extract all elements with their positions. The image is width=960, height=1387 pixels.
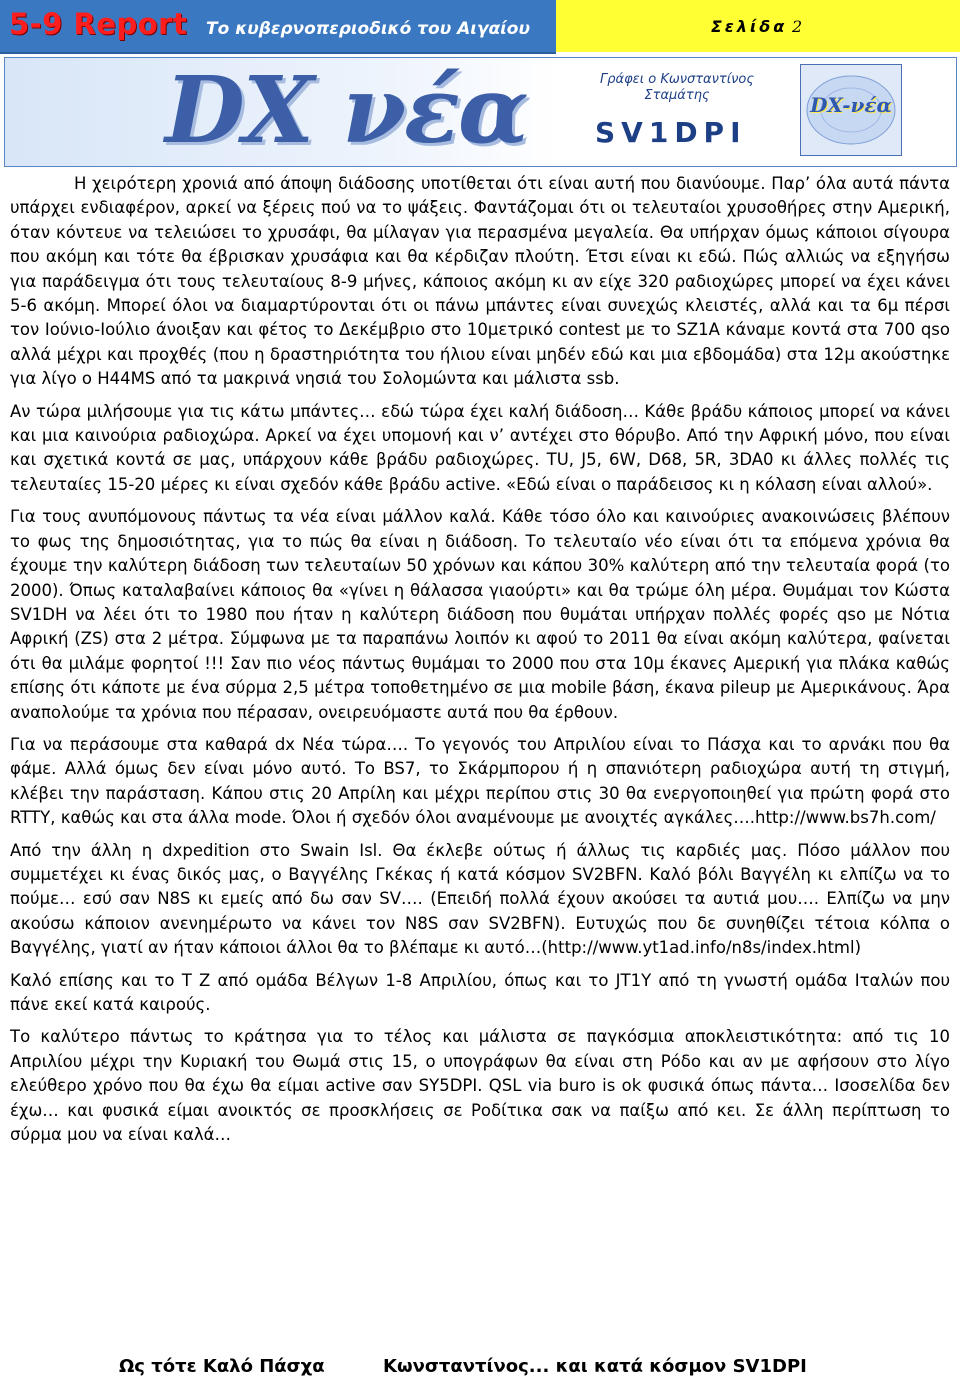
- header-page-box: [556, 0, 960, 52]
- report-title: 5-9 Report: [9, 7, 188, 41]
- report-subtitle: Το κυβερνοπεριοδικό του Αιγαίου: [206, 19, 530, 39]
- footer-signature: Κωνσταντίνος... και κατά κόσμον SV1DPI: [383, 1356, 807, 1377]
- header-title-bar: [0, 0, 556, 54]
- author-callsign: SV1DPI: [595, 116, 747, 149]
- page-header: [0, 0, 960, 52]
- article-paragraph: Το καλύτερο πάντως το κράτησα για το τέλος και μάλιστα σε παγκόσμια αποκλειστικότητα: από τις 10 Απριλίου μέχρι την Κυριακή του Θωμά στις 15, ο υπογράφων θα είναι στη Ρόδο και αν με αφήσουν στο λίγο ελεύθερο χρόνο που θα έχω θα είμαι active σαν SY5DPI. QSL via buro is ok φυσικά όπως πάντα… Ισοσελίδα δεν έχω… και φυσικά είμαι ανοικτός σε προσκλήσεις σε Ροδίτικα σακ να παίξω από κει. Σε άλλη περίπτωση το σύρμα μου να είναι καλά…: [10, 1027, 950, 1145]
- dx-nea-logo: DX νέα: [165, 57, 527, 164]
- article-paragraph: Αν τώρα μιλήσουμε για τις κάτω μπάντες… εδώ τώρα έχει καλή διάδοση… Κάθε βράδυ κάποιος μπορεί να κάνει και μια καινούρια ραδιοχώρα. Αρκεί να έχει υπομονή και ν’ αντέχει στο θόρυβο. Από την Αφρική μόνο, που είναι και σχετικά κοντά σε μας, υπάρχουν κάθε βράδυ ραδιοχώρες. TU, J5, 6W, D68, 5R, 3DA0 κι άλλες πολλές τις τελευταίες 15-20 μέρες κι είναι σχεδόν κάθε βράδυ active. «Εδώ είναι ο παράδεισος κι η κόλαση είναι αλλού».: [10, 401, 950, 494]
- author-byline: [587, 72, 767, 104]
- article-paragraph: Για τους ανυπόμονους πάντως τα νέα είναι μάλλον καλά. Κάθε τόσο όλο και καινούριες ανακοινώσεις βλέπουν το φως της δημοσιότητας, για το πώς θα είναι η διάδοση. Το τελευταίο νέο είναι ότι τα επόμενα χρόνια θα έχουμε την καλύτερη διάδοση των τελευταίων 50 χρόνων και κάπου 30% καλύτερη από την τελευταία φορά (το 2000). Όπως καταλαβαίνει κάποιος θα «γίνει η θάλασσα γιαούρτι» και θα τρώμε όλη μέρα. Θυμάμαι τον Κώστα SV1DH να λέει ότι το 1980 που ήταν η καλύτερη διάδοση που θυμάται υπήρχαν πολλές φορές qso με Νότια Αφρική (ZS) στα 2 μέτρα. Σύμφωνα με τα παραπάνω λοιπόν κι αφού το 2011 θα είναι ακόμη καλύτερα, φαίνεται ότι θα μιλάμε φορητοί !!! Σαν πιο νέος πάντως θυμάμαι το 2000 που στα 10μ έκανες Αμερική για πλάκα καθώς επίσης ότι κάποτε με ένα σύρμα 2,5 μέτρα τοποθετημένο σε μια mobile βάση, έκανα pileup με Αμερικάνους. Άρα αναπολούμε τα χρόνια που πέρασαν, ονειρευόμαστε αυτά που θα έρθουν.: [10, 507, 950, 722]
- column-banner: [4, 57, 957, 167]
- article-paragraph: Καλό επίσης και το T Z από ομάδα Βέλγων 1-8 Απριλίου, όπως και το JT1Y από τη γνωστή ομάδα Ιταλών που πάνε εκεί κατά καιρούς.: [10, 970, 950, 1014]
- article-body: [10, 172, 950, 1155]
- article-paragraph: Από την άλλη η dxpedition στο Swain Isl. Θα έκλεβε ούτως ή άλλως τις καρδιές μας. Πόσο μάλλον που συμμετέχει κι ένας δικός μας, ο Βαγγέλης Γκέκας ή κατά κόσμον SV2BFN. Καλό βόλι Βαγγέλη κι ελπίζω να το πούμε… εσύ σαν N8S κι εμείς από δω σαν SV…. (Επειδή πολλά έχουν ακούσει τα αυτιά μου…. Ελπίζω να μην ακούσω κάποιον ανενημέρωτο να κάνει τον N8S σαν SV2BFN). Ευτυχώς που δε συνηθίζει τέτοια κόλπα ο Βαγγέλης, γιατί αν ήταν κάποιοι άλλοι θα το βλέπαμε κι αυτό…(http://www.yt1ad.info/n8s/index.html): [10, 840, 950, 958]
- article-paragraph: Για να περάσουμε στα καθαρά dx Νέα τώρα…. Το γεγονός του Απριλίου είναι το Πάσχα και το αρνάκι που θα φάμε. Αλλά όμως δεν είναι μόνο αυτό. Το BS7, το Σκάρμπορου ή η σπανιότερη ραδιοχώρα αυτή τη στιγμή, κλέβει την παράσταση. Κάπου στις 20 Απρίλη και μέχρι περίπου στις 30 θα ενεργοποιηθεί για πρώτη φορά στο RTTY, καθώς και στα άλλα mode. Όλοι ή σχεδόν όλοι αναμένουμε με ανοιχτές αγκάλες….http://www.bs7h.com/: [10, 734, 950, 828]
- page-number: 2: [792, 17, 803, 36]
- page-footer: [0, 1353, 960, 1383]
- thumbnail-logo-text: DX-νέα: [810, 93, 892, 117]
- byline-line-1: Γράφει ο Κωνσταντίνος: [600, 72, 754, 87]
- page-label: Σελίδα: [711, 17, 788, 36]
- byline-line-2: Σταμάτης: [644, 88, 710, 103]
- footer-greeting: Ως τότε Καλό Πάσχα: [119, 1356, 325, 1377]
- article-paragraph: Η χειρότερη χρονιά από άποψη διάδοσης υποτίθεται ότι είναι αυτή που διανύουμε. Παρ’ όλα αυτά πάντα υπάρχει ενδιαφέρον, αρκεί να ξέρεις πού να το ψάξεις. Φαντάζομαι ότι οι τελευταίοι χρυσοθήρες στην Αμερική, όταν κόντευε να τελειώσει το χρυσάφι, θα μίλαγαν για περασμένα μεγαλεία. Θα υπήρχαν όμως κάποιοι σίγουρα που ακόμη και τότε θα έβρισκαν χρυσάφια και θα κέρδιζαν πλούτη. Έτσι είναι κι εδώ. Πώς αλλιώς να εξηγήσω για παράδειγμα ότι τους τελευταίους 8-9 μήνες, κάποιος ακόμη κι αν είχε 320 ραδιοχώρες μπορεί να έχει κάνει 5-6 ακόμη. Μπορεί όλοι να διαμαρτύρονται ότι οι πάνω μπάντες είναι συνεχώς κλειστές, αλλά και τα 6μ πέρσι τον Ιούνιο-Ιούλιο άνοιξαν και φέτος το Δεκέμβριο στο 10μετρικό contest με το SZ1A κάναμε κοντά στα 700 qso αλλά μέχρι και προχθές (που η δραστηριότητα του ήλιου είναι μηδέν εδώ και μια εβδομάδα) στα 12μ ακούστηκε για λίγο ο H44MS από τα μακρινά νησιά του Σολομώντα και μάλιστα ssb.: [10, 174, 950, 389]
- dx-nea-thumbnail: [800, 64, 902, 156]
